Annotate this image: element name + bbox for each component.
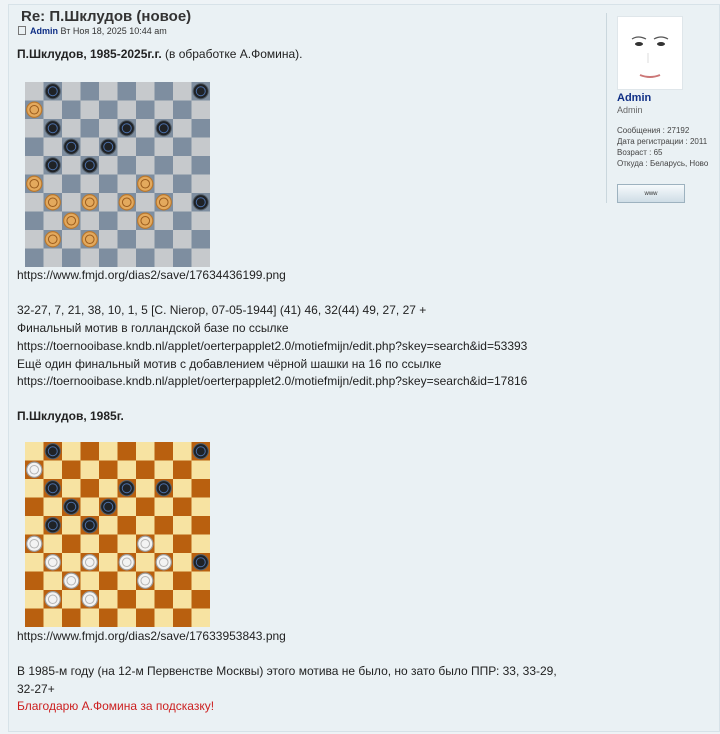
board-1-square xyxy=(192,119,211,138)
board-1-square xyxy=(44,138,63,157)
board-2-black-piece xyxy=(45,481,60,496)
board-2-square xyxy=(136,442,155,461)
image-1-url[interactable]: https://www.fmjd.org/dias2/save/17634436199.png xyxy=(17,268,286,282)
board-2-square xyxy=(136,553,155,572)
heading-1-bold: П.Шклудов, 1985-2025г.г. xyxy=(17,47,162,61)
board-1-square xyxy=(81,101,100,120)
board-1-square xyxy=(99,230,118,249)
post-file-icon[interactable] xyxy=(18,26,26,35)
board-1-square xyxy=(118,175,137,194)
board-2-square xyxy=(81,609,100,628)
user-name[interactable]: Admin xyxy=(617,92,652,104)
board-1-square xyxy=(173,138,192,157)
board-2-square xyxy=(155,572,174,591)
board-2-square xyxy=(118,442,137,461)
board-2-square xyxy=(118,535,137,554)
board-1-square xyxy=(81,212,100,231)
board-2-square xyxy=(118,609,137,628)
post-date: Вт Ноя 18, 2025 10:44 am xyxy=(60,26,167,36)
board-1-black-piece xyxy=(45,121,60,136)
board-1-square xyxy=(173,249,192,268)
board-2-white-piece xyxy=(82,592,97,607)
board-2-square xyxy=(136,461,155,480)
board-1-square xyxy=(155,249,174,268)
board-1-square xyxy=(155,230,174,249)
board-1-square xyxy=(81,82,100,101)
board-2-square xyxy=(81,572,100,591)
board-1-square xyxy=(155,175,174,194)
board-1-square xyxy=(44,101,63,120)
post-meta xyxy=(18,26,167,36)
post-author[interactable]: Admin xyxy=(30,26,58,36)
board-2-square xyxy=(44,498,63,517)
board-1-square xyxy=(62,82,81,101)
checkers-board-2 xyxy=(25,442,210,627)
board-2-square xyxy=(192,461,211,480)
board-2-square xyxy=(173,553,192,572)
motif-2-text: Ещё один финальный мотив с добавлением чёрной шашки на 16 по ссылке xyxy=(17,357,442,371)
board-2-square xyxy=(25,609,44,628)
board-2-square xyxy=(62,590,81,609)
board-1-square xyxy=(99,212,118,231)
board-1-square xyxy=(173,175,192,194)
user-location: Откуда : Беларусь, Ново xyxy=(617,159,709,168)
board-2-square xyxy=(81,479,100,498)
board-2-square xyxy=(99,572,118,591)
board-1-square xyxy=(62,156,81,175)
board-2-square xyxy=(173,498,192,517)
board-2-square xyxy=(62,479,81,498)
board-2-square xyxy=(99,479,118,498)
board-1-square xyxy=(155,101,174,120)
board-1-square xyxy=(118,156,137,175)
post-container xyxy=(8,4,720,732)
board-2-white-piece xyxy=(27,462,42,477)
post-title[interactable]: Re: П.Шклудов (новое) xyxy=(21,8,192,25)
heading-2: П.Шклудов, 1985г. xyxy=(17,409,124,423)
board-2-white-piece xyxy=(45,592,60,607)
board-2-square xyxy=(81,461,100,480)
board-2-square xyxy=(44,461,63,480)
board-2-square xyxy=(192,572,211,591)
board-2-square xyxy=(99,516,118,535)
board-2-square xyxy=(118,572,137,591)
board-1-square xyxy=(192,101,211,120)
board-1-black-piece xyxy=(45,158,60,173)
board-2-white-piece xyxy=(82,555,97,570)
board-1-white-piece xyxy=(82,195,97,210)
board-1-square xyxy=(44,212,63,231)
board-1-square xyxy=(25,212,44,231)
board-1-square xyxy=(192,175,211,194)
user-profile-panel xyxy=(606,13,720,203)
board-1-white-piece xyxy=(82,232,97,247)
board-1-square xyxy=(99,175,118,194)
board-1-white-piece xyxy=(119,195,134,210)
board-1-square xyxy=(136,193,155,212)
board-1-square xyxy=(192,249,211,268)
motif-2-link[interactable]: https://toernooibase.kndb.nl/applet/oerterpapplet2.0/motiefmijn/edit.php?skey=search&id=17816 xyxy=(17,374,528,388)
board-1-square xyxy=(25,138,44,157)
board-1-square xyxy=(25,82,44,101)
board-2-square xyxy=(173,609,192,628)
checkers-board-1 xyxy=(25,82,210,267)
user-age: Возраст : 65 xyxy=(617,148,663,157)
board-1-square xyxy=(62,175,81,194)
avatar-face-icon xyxy=(618,17,682,89)
board-1-square xyxy=(136,101,155,120)
board-2-square xyxy=(62,461,81,480)
board-2-square xyxy=(25,590,44,609)
board-2-white-piece xyxy=(27,536,42,551)
user-posts: Сообщения : 27192 xyxy=(617,126,690,135)
board-2-square xyxy=(173,535,192,554)
board-1-square xyxy=(62,249,81,268)
board-1-white-piece xyxy=(138,176,153,191)
board-2-black-piece xyxy=(45,518,60,533)
board-1-square xyxy=(81,119,100,138)
board-1-white-piece xyxy=(27,176,42,191)
move-sequence: 32-27, 7, 21, 38, 10, 1, 5 [C. Nierop, 07-05-1944] (41) 46, 32(44) 49, 27, 27 + xyxy=(17,303,427,317)
board-2-square xyxy=(136,516,155,535)
board-2-square xyxy=(99,535,118,554)
board-1-square xyxy=(192,230,211,249)
board-1-square xyxy=(81,175,100,194)
board-1-square xyxy=(99,156,118,175)
board-1-square xyxy=(81,249,100,268)
board-1-square xyxy=(173,156,192,175)
board-1-black-piece xyxy=(101,139,116,154)
board-1-square xyxy=(25,119,44,138)
board-1-white-piece xyxy=(64,213,79,228)
board-1-square xyxy=(25,249,44,268)
board-2-black-piece xyxy=(193,555,208,570)
board-2-square xyxy=(81,442,100,461)
heading-1-suffix: (в обработке А.Фомина). xyxy=(165,47,303,61)
board-1-square xyxy=(25,193,44,212)
board-1-square xyxy=(136,249,155,268)
board-2-black-piece xyxy=(156,481,171,496)
board-1-square xyxy=(136,156,155,175)
board-1-square xyxy=(136,138,155,157)
board-1-square xyxy=(118,230,137,249)
board-1-square xyxy=(155,82,174,101)
board-2-white-piece xyxy=(138,536,153,551)
board-1-white-piece xyxy=(156,195,171,210)
board-2-white-piece xyxy=(45,555,60,570)
board-2-square xyxy=(173,590,192,609)
board-1-square xyxy=(99,101,118,120)
board-1-white-piece xyxy=(45,232,60,247)
board-1-white-piece xyxy=(138,213,153,228)
board-2-square xyxy=(173,442,192,461)
board-2-square xyxy=(62,553,81,572)
board-2-square xyxy=(136,479,155,498)
board-2-square xyxy=(99,609,118,628)
board-2-black-piece xyxy=(45,444,60,459)
board-1-white-piece xyxy=(45,195,60,210)
board-2-square xyxy=(192,535,211,554)
board-2-square xyxy=(118,516,137,535)
board-2-square xyxy=(118,461,137,480)
board-1-square xyxy=(99,119,118,138)
board-1-white-piece xyxy=(27,102,42,117)
paragraph-line-1: В 1985-м году (на 12-м Первенстве Москвы) этого мотива не было, но зато было ППР: 33, 33-29, xyxy=(17,664,557,678)
board-2-white-piece xyxy=(156,555,171,570)
board-1-square xyxy=(118,101,137,120)
board-2-square xyxy=(25,553,44,572)
board-2-square xyxy=(192,516,211,535)
paragraph-line-2: 32-27+ xyxy=(17,682,55,696)
heading-1 xyxy=(17,47,303,61)
board-2-square xyxy=(155,498,174,517)
board-1-square xyxy=(44,249,63,268)
board-1-square xyxy=(25,156,44,175)
board-1-square xyxy=(118,138,137,157)
board-2-square xyxy=(99,553,118,572)
board-1-square xyxy=(62,101,81,120)
board-2-white-piece xyxy=(119,555,134,570)
board-1-square xyxy=(62,230,81,249)
board-2-square xyxy=(25,516,44,535)
board-1-square xyxy=(25,230,44,249)
board-2-square xyxy=(155,535,174,554)
board-1-black-piece xyxy=(156,121,171,136)
board-1-square xyxy=(44,175,63,194)
board-1-square xyxy=(99,249,118,268)
board-2-square xyxy=(136,609,155,628)
board-1-square xyxy=(62,193,81,212)
board-2-square xyxy=(62,609,81,628)
board-2-square xyxy=(155,516,174,535)
board-2-square xyxy=(44,572,63,591)
board-2-black-piece xyxy=(82,518,97,533)
board-2-square xyxy=(81,498,100,517)
board-2-square xyxy=(173,479,192,498)
board-2-black-piece xyxy=(193,444,208,459)
board-1-square xyxy=(118,82,137,101)
board-1-square xyxy=(99,193,118,212)
board-2-square xyxy=(25,572,44,591)
board-2-black-piece xyxy=(101,499,116,514)
board-1-square xyxy=(173,212,192,231)
website-button[interactable]: www xyxy=(617,184,685,203)
board-2-square xyxy=(62,535,81,554)
board-2-square xyxy=(62,516,81,535)
board-1-square xyxy=(99,82,118,101)
board-2-square xyxy=(192,479,211,498)
board-1-square xyxy=(118,249,137,268)
user-avatar[interactable] xyxy=(617,16,683,90)
board-2-square xyxy=(44,609,63,628)
board-2-square xyxy=(99,442,118,461)
board-1-black-piece xyxy=(82,158,97,173)
board-2-square xyxy=(155,609,174,628)
board-2-square xyxy=(81,535,100,554)
board-2-square xyxy=(25,479,44,498)
board-2-square xyxy=(118,590,137,609)
motif-1-text: Финальный мотив в голландской базе по ссылке xyxy=(17,321,289,335)
board-1-black-piece xyxy=(193,84,208,99)
board-1-square xyxy=(155,212,174,231)
board-2-square xyxy=(118,498,137,517)
board-2-square xyxy=(99,590,118,609)
board-2-square xyxy=(192,590,211,609)
board-2-black-piece xyxy=(64,499,79,514)
board-1-square xyxy=(136,82,155,101)
board-1-square xyxy=(173,230,192,249)
board-1-square xyxy=(81,138,100,157)
image-2-url[interactable]: https://www.fmjd.org/dias2/save/17633953843.png xyxy=(17,629,286,643)
board-2-square xyxy=(136,498,155,517)
board-1-black-piece xyxy=(193,195,208,210)
board-1-square xyxy=(192,138,211,157)
board-2-square xyxy=(192,609,211,628)
board-2-square xyxy=(25,498,44,517)
thanks-text: Благодарю А.Фомина за подсказку! xyxy=(17,699,215,713)
board-2-square xyxy=(44,535,63,554)
board-2-square xyxy=(173,461,192,480)
board-2-square xyxy=(173,572,192,591)
board-1-square xyxy=(192,212,211,231)
board-1-square xyxy=(136,119,155,138)
board-2-square xyxy=(155,461,174,480)
board-1-square xyxy=(136,230,155,249)
board-1-black-piece xyxy=(45,84,60,99)
board-2-square xyxy=(173,516,192,535)
board-2-square xyxy=(155,590,174,609)
user-rank: Admin xyxy=(617,105,643,115)
board-1-square xyxy=(155,156,174,175)
board-1-square xyxy=(155,138,174,157)
board-1-square xyxy=(62,119,81,138)
board-2-square xyxy=(136,590,155,609)
board-1-square xyxy=(173,101,192,120)
board-2-white-piece xyxy=(64,573,79,588)
board-1-square xyxy=(173,82,192,101)
user-registered: Дата регистрации : 2011 xyxy=(617,137,708,146)
board-2-square xyxy=(192,498,211,517)
board-1-square xyxy=(173,193,192,212)
board-2-square xyxy=(99,461,118,480)
board-1-square xyxy=(173,119,192,138)
board-2-square xyxy=(62,442,81,461)
board-2-square xyxy=(25,442,44,461)
board-1-black-piece xyxy=(64,139,79,154)
board-2-square xyxy=(155,442,174,461)
board-1-black-piece xyxy=(119,121,134,136)
board-2-white-piece xyxy=(138,573,153,588)
motif-1-link[interactable]: https://toernooibase.kndb.nl/applet/oerterpapplet2.0/motiefmijn/edit.php?skey=search&id=53393 xyxy=(17,339,528,353)
board-2-black-piece xyxy=(119,481,134,496)
board-1-square xyxy=(192,156,211,175)
board-1-square xyxy=(118,212,137,231)
